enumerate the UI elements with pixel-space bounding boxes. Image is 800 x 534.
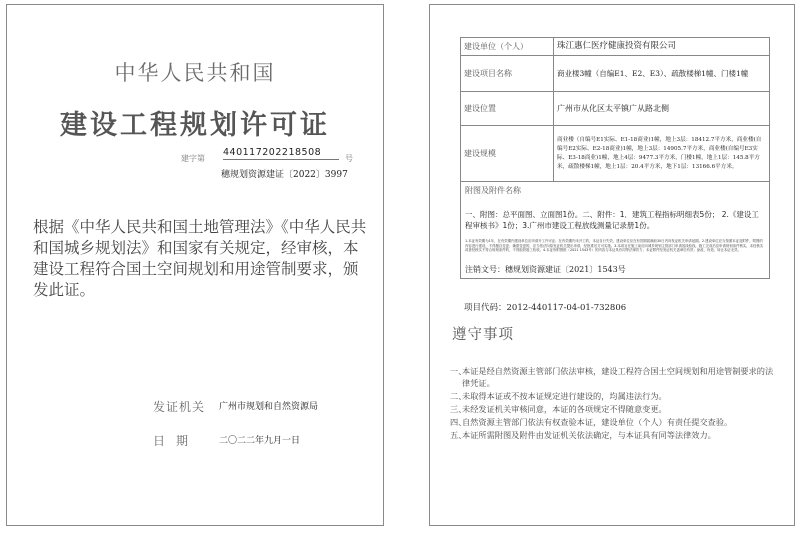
row-value: 商业楼3幢（自编E1、E2、E3）、疏散楼梯1幢、门楼1幢 <box>554 56 770 92</box>
list-item <box>450 429 780 441</box>
row-label: 建设规模 <box>461 126 554 182</box>
list-item <box>450 403 780 415</box>
issue-date-label: 日期 <box>153 434 200 448</box>
certificate-title: 建设工程规划许可证 <box>60 110 330 141</box>
certificate-code-suffix: 号 <box>345 154 353 163</box>
list-item <box>450 365 780 389</box>
attachments-notes: 1.本证有效期为1年，在有效期内建设单位应申请开工许可证；在有效期内未开工的，本证自行失效，建设单位应在有效期届满前30日内向发证机关申请延期。2.建设单位应当按照本证及附件、附图的内容进行建设，不得擅自变更；确需变更的，应当依法向原发证机关提出申请，经批准后方可实施。3.本项目在施工前应向城乡规划主管部门申请放线验线，施工完成后应申请规划条件核实，未经核实或者经核实不符合规划条件的，不得组织竣工验收。4.本证所附图纸（2021 1543号）的内容与本证具有同等法律效力；本证附件经发证机关盖章后有效；涂改、伪造、转让本证无效。 <box>465 239 764 253</box>
row-label: 建设单位（个人） <box>461 38 554 56</box>
rule-number: 五、 <box>450 430 467 440</box>
rule-number: 一、 <box>450 366 467 376</box>
permit-details-table <box>460 37 770 279</box>
rule-number: 三、 <box>450 404 467 414</box>
table-row <box>461 56 770 92</box>
table-row <box>461 92 770 126</box>
row-value: 广州市从化区太平镇广从路北侧 <box>554 92 770 126</box>
attachments-label: 附图及附件名称 <box>465 186 521 195</box>
list-item <box>450 390 780 402</box>
certificate-sub-code: 穗规划资源建证〔2022〕3997 <box>221 170 348 180</box>
row-label: 建设项目名称 <box>461 56 554 92</box>
rule-text: 本证是经自然资源主管部门依法审核，建设工程符合国土空间规划和用途管制要求的法律凭证。 <box>462 366 774 388</box>
rule-number: 四、 <box>450 417 467 427</box>
permit-detail-page <box>429 4 795 526</box>
project-code: 项目代码：2012-440117-04-01-732806 <box>464 303 627 313</box>
issue-date-value: 二〇二二年九月一日 <box>219 436 301 446</box>
table-row <box>461 126 770 182</box>
attachments-cell <box>461 182 770 279</box>
rule-text: 本证所需附图及附件由发证机关依法确定，与本证具有同等法律效力。 <box>462 430 716 440</box>
table-row <box>461 182 770 279</box>
rule-number: 二、 <box>450 391 467 401</box>
issuer-value: 广州市规划和自然资源局 <box>219 402 319 412</box>
country-name: 中华人民共和国 <box>114 61 276 85</box>
cancellation-reference: 注销文号：穗规划资源建证〔2021〕1543号 <box>465 264 626 274</box>
rule-text: 未经发证机关审核同意，本证的各项规定不得随意变更。 <box>462 404 667 414</box>
certificate-preamble: 根据《中华人民共和国土地管理法》《中华人民共和国城乡规划法》和国家有关规定，经审核，本建设工程符合国土空间规划和用途管制要求，颁发此证。 <box>33 218 367 299</box>
permit-cover-page <box>6 4 384 526</box>
rule-text: 自然资源主管部门依法有权查验本证，建设单位（个人）有责任提交查验。 <box>462 417 733 427</box>
notice-rules-list <box>450 365 780 442</box>
certificate-code-value: 440117202218508 <box>223 147 339 160</box>
row-value: 商业楼（自编号E1实际、E1-18商业)1幢，地上3层：18412.7平方米，商业楼(自编号E2实际、E2-18商业)1幢，地上3层：14905.7平方米，商业楼(自编号E3实际、E3-18商业)1幢，地上4层：9477.3平方米，门楼1幢，地上1层：145.8平方米，疏散楼梯1幢，地上1层：20.4平方米，地下1层：13166.6平方米。 <box>554 126 770 182</box>
row-value: 珠江惠仁医疗健康投资有限公司 <box>554 38 770 56</box>
certificate-code-label: 建字第 <box>181 154 205 163</box>
rule-text: 未取得本证或不按本证规定进行建设的，均属违法行为。 <box>462 391 667 401</box>
notice-title: 遵守事项 <box>452 327 514 343</box>
row-label: 建设位置 <box>461 92 554 126</box>
list-item <box>450 416 780 428</box>
table-row <box>461 38 770 56</box>
attachments-text: 一、附图：总平面图、立面图1份。二、附件：1．建筑工程指标明细表5份； 2.《建设工程审核书》1份；3.广州市建设工程放线测量记录册1份。 <box>465 210 759 230</box>
issuer-label: 发证机关 <box>153 400 206 414</box>
